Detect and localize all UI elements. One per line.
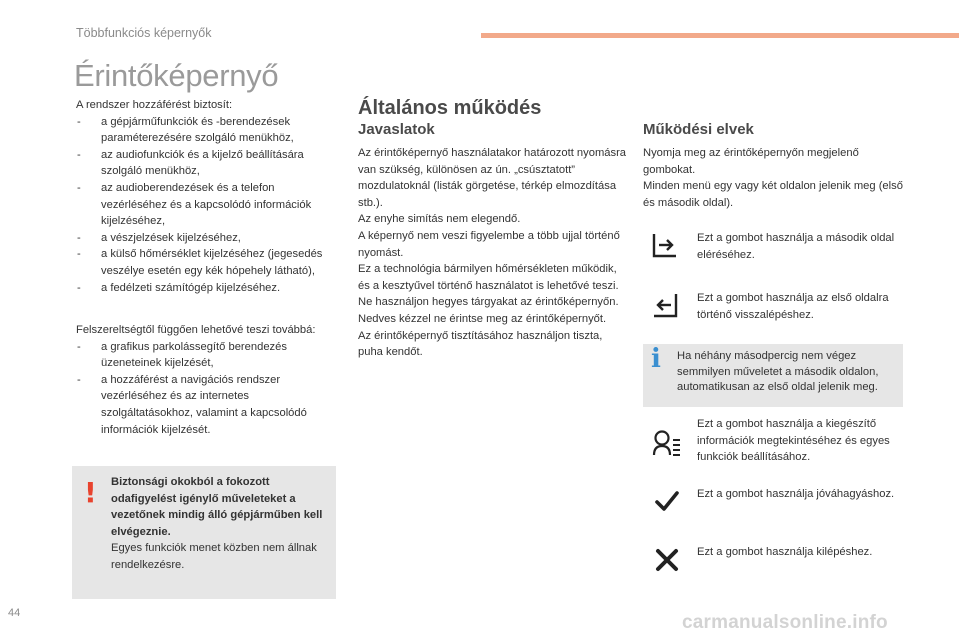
sub-title-principles: Működési elvek [643, 121, 754, 138]
intro2-text: Felszereltségtől függően lehetővé teszi továbbá: [76, 324, 316, 336]
paragraph: Nyomja meg az érintőképernyőn megjelenő gombokat. [643, 147, 859, 176]
list-item: - az audiofunkciók és a kijelző beállítására szolgáló menükhöz, [76, 147, 338, 180]
info-text: Ha néhány másodpercig nem végez semmilyen műveletet a második oldalon, automatikusan az első oldal jelenik meg. [677, 350, 879, 393]
list-item: - a vészjelzések kijelzéséhez, [76, 230, 338, 247]
list-item: - a fedélzeti számítógép kijelzéséhez. [76, 280, 338, 297]
warning-text-block [111, 474, 326, 574]
sub-title-tips: Javaslatok [358, 121, 435, 138]
list-item: - a gépjárműfunkciók és -berendezések paraméterezésére szolgáló menükhöz, [76, 114, 338, 147]
principles-block [643, 145, 905, 211]
intro-block [76, 97, 338, 296]
warning-bold-text: Biztonsági okokból a fokozott odafigyelést igénylő műveleteket a vezetőnek mindig álló gépjárműben kell elvégeznie. [111, 476, 323, 538]
page-number: 44 [8, 607, 21, 619]
watermark: carmanualsonline.info [682, 612, 888, 633]
paragraph: Ne használjon hegyes tárgyakat az érintőképernyőn. [358, 296, 619, 309]
secondary-menu-icon [652, 428, 678, 454]
button-description: Ezt a gombot használja a kiegészítő információk megtekintéséhez és egyes funkciók beállításához. [697, 418, 890, 464]
previous-page-icon [652, 292, 678, 318]
paragraph: Az érintőképernyő használatakor határozott nyomásra van szükség, különösen az ún. „csúsztatott” mozdulatoknál (listák görgetése, térkép elmozdítása stb.). [358, 147, 627, 209]
list-item: - a grafikus parkolássegítő berendezés üzeneteinek kijelzését, [76, 339, 338, 372]
access-list [76, 114, 338, 297]
equipment-block [76, 322, 338, 438]
paragraph: Ez a technológia bármilyen hőmérsékleten működik, és a kesztyűvel történő használatot is lehetővé teszi. [358, 263, 619, 292]
next-page-icon [652, 232, 678, 258]
list-item: - a külső hőmérséklet kijelzéséhez (jegesedés veszélye esetén egy kék hópehely látható), [76, 246, 338, 279]
list-item: - az audioberendezések és a telefon vezérléséhez és a kapcsolódó információk kijelzéséhez, [76, 180, 338, 230]
paragraph: A képernyő nem veszi figyelembe a több ujjal történő nyomást. [358, 229, 620, 259]
button-description: Ezt a gombot használja kilépéshez. [697, 546, 873, 558]
equipment-list [76, 339, 338, 439]
warning-icon: ! [84, 476, 97, 509]
list-item: - a hozzáférést a navigációs rendszer vezérléséhez és az internetes szolgáltatásokhoz, valamint a kapcsolódó információk kijelzését. [76, 372, 338, 438]
header-title: Többfunkciós képernyők [76, 26, 212, 40]
paragraph: Minden menü egy vagy két oldalon jelenik meg (első és második oldal). [643, 180, 903, 209]
exit-icon [654, 547, 680, 573]
button-description: Ezt a gombot használja a második oldal eléréséhez. [697, 232, 895, 261]
confirm-icon [654, 488, 680, 514]
warning-text: Egyes funkciók menet közben nem állnak rendelkezésre. [111, 542, 317, 571]
button-description: Ezt a gombot használja az első oldalra történő visszalépéshez. [697, 292, 889, 321]
page-title: Érintőképernyő [74, 58, 279, 93]
paragraph: Az érintőképernyő tisztításához használjon tiszta, puha kendőt. [358, 329, 603, 359]
intro-text: A rendszer hozzáférést biztosít: [76, 99, 233, 111]
tips-block [358, 145, 628, 361]
paragraph: Nedves kézzel ne érintse meg az érintőképernyőt. [358, 312, 607, 325]
paragraph: Az enyhe simítás nem elegendő. [358, 213, 521, 226]
info-icon: i [651, 344, 661, 374]
section-title: Általános működés [358, 97, 542, 119]
header-rule [481, 33, 959, 38]
button-description: Ezt a gombot használja jóváhagyáshoz. [697, 488, 895, 500]
